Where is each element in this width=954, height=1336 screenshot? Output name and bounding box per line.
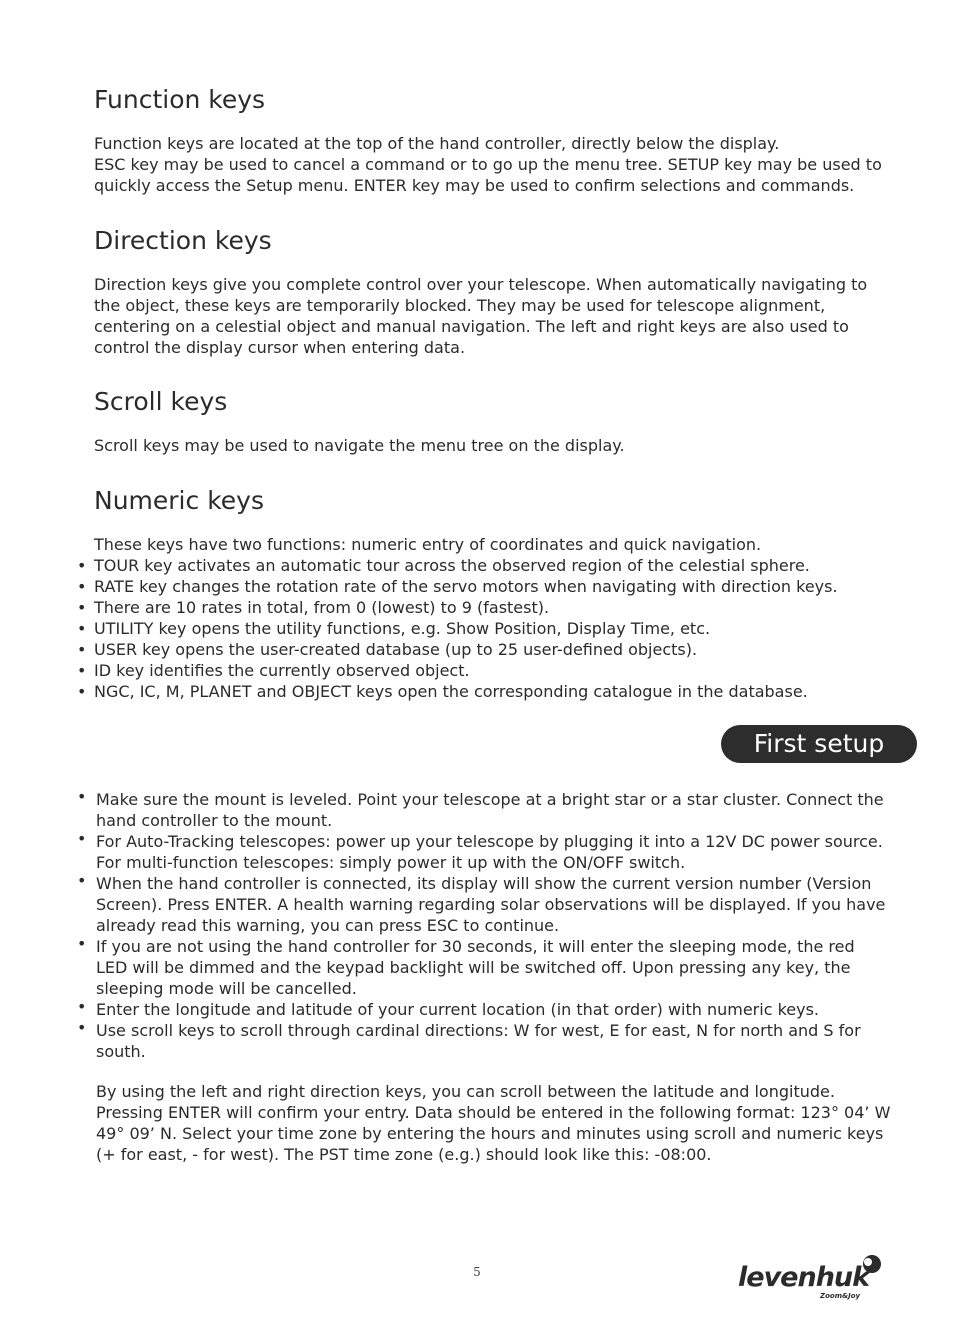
scroll-keys-heading: Scroll keys xyxy=(94,387,228,416)
page-number: 5 xyxy=(473,1265,481,1279)
list-item: • When the hand controller is connected, its display will show the current version number (Version Screen). Press ENTER. A health warning regarding solar observations will be displayed. If you have already read this warning, you can press ESC to continue. xyxy=(96,873,891,936)
first-setup-list xyxy=(96,789,891,1062)
first-setup-heading: First setup xyxy=(721,725,917,763)
numeric-keys-heading: Numeric keys xyxy=(94,486,264,515)
scroll-keys-text: Scroll keys may be used to navigate the menu tree on the display. xyxy=(94,436,625,455)
list-item: • UTILITY key opens the utility functions, e.g. Show Position, Display Time, etc. xyxy=(94,618,894,639)
list-item: • ID key identifies the currently observed object. xyxy=(94,660,894,681)
function-keys-line-1: Function keys are located at the top of the hand controller, directly below the display. xyxy=(94,134,780,153)
list-item: • RATE key changes the rotation rate of the servo motors when navigating with direction keys. xyxy=(94,576,894,597)
function-keys-text xyxy=(94,133,894,196)
first-setup-note: By using the left and right direction keys, you can scroll between the latitude and longitude. Pressing ENTER will confirm your entry. Data should be entered in the following format: 123° 04’ W 49° 09’ N. Select your time zone by entering the hours and minutes using scroll and numeric keys (+ for east, - for west). The PST time zone (e.g.) should look like this: -08:00. xyxy=(96,1082,891,1164)
logo-wordmark: levenhuk xyxy=(738,1262,870,1293)
list-item: • TOUR key activates an automatic tour across the observed region of the celestial sphere. xyxy=(94,555,894,576)
logo-tagline: Zoom&Joy xyxy=(820,1292,861,1300)
numeric-keys-intro: These keys have two functions: numeric entry of coordinates and quick navigation. xyxy=(94,535,762,554)
list-item: • If you are not using the hand controller for 30 seconds, it will enter the sleeping mode, the red LED will be dimmed and the keypad backlight will be switched off. Upon pressing any key, the sleeping mode will be cancelled. xyxy=(96,936,891,999)
function-keys-heading: Function keys xyxy=(94,85,266,114)
direction-keys-text: Direction keys give you complete control over your telescope. When automatically navigating to the object, these keys are temporarily blocked. They may be used for telescope alignment, centering on a celestial object and manual navigation. The left and right keys are also used to control the display cursor when entering data. xyxy=(94,275,868,357)
list-item: • NGC, IC, M, PLANET and OBJECT keys open the corresponding catalogue in the database. xyxy=(94,681,894,702)
list-item: • USER key opens the user-created database (up to 25 user-defined objects). xyxy=(94,639,894,660)
list-item: • Use scroll keys to scroll through cardinal directions: W for west, E for east, N for north and S for south. xyxy=(96,1020,891,1062)
levenhuk-logo xyxy=(738,1250,888,1302)
function-keys-line-2: ESC key may be used to cancel a command or to go up the menu tree. SETUP key may be used to quickly access the Setup menu. ENTER key may be used to confirm selections and commands. xyxy=(94,155,882,195)
list-item: • For Auto-Tracking telescopes: power up your telescope by plugging it into a 12V DC power source. For multi-function telescopes: simply power it up with the ON/OFF switch. xyxy=(96,831,891,873)
list-item: • Enter the longitude and latitude of your current location (in that order) with numeric keys. xyxy=(96,999,891,1020)
list-item: • There are 10 rates in total, from 0 (lowest) to 9 (fastest). xyxy=(94,597,894,618)
list-item: • Make sure the mount is leveled. Point your telescope at a bright star or a star cluster. Connect the hand controller to the mount. xyxy=(96,789,891,831)
numeric-keys-list xyxy=(94,555,894,702)
direction-keys-heading: Direction keys xyxy=(94,226,272,255)
logo-graphic xyxy=(738,1250,888,1302)
